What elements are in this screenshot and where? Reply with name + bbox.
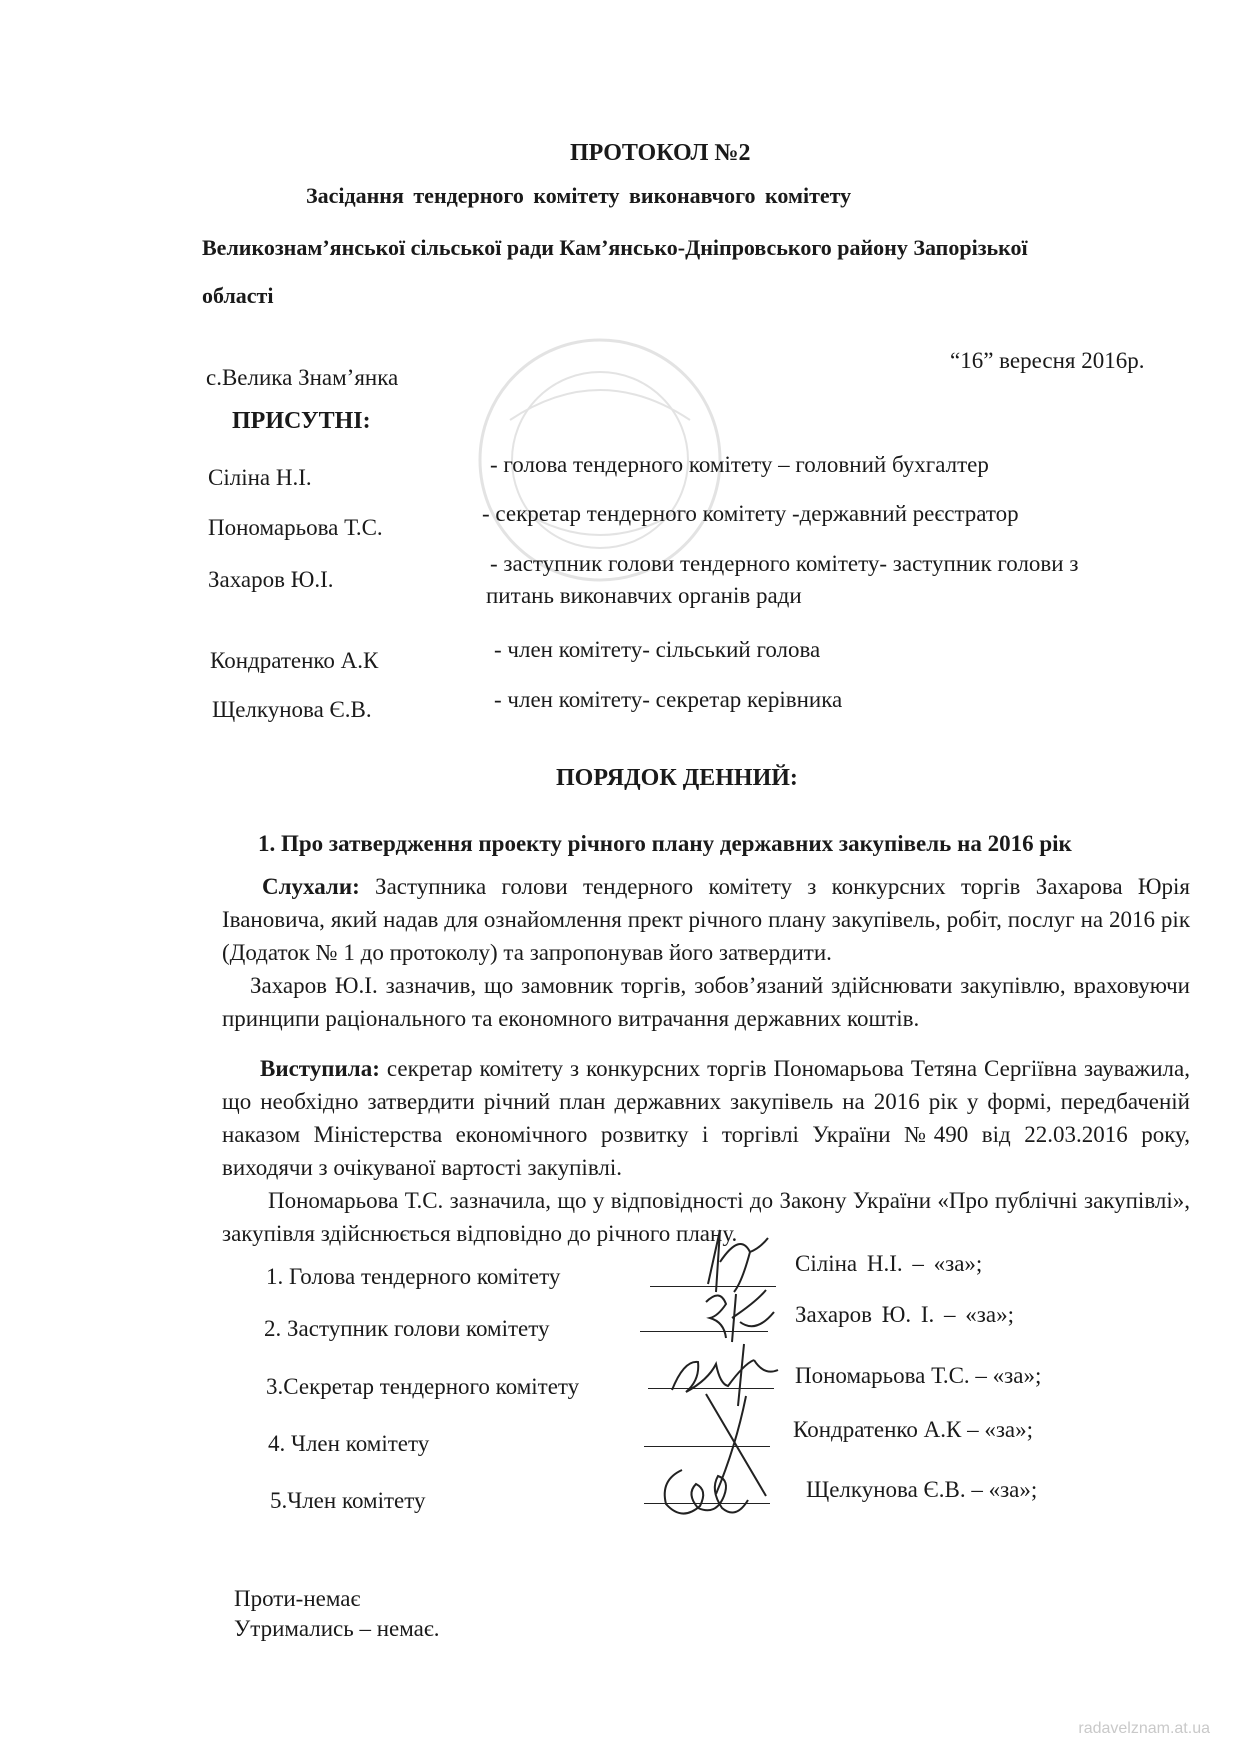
- vote-result: Пономарьова Т.С. – «за»;: [795, 1363, 1042, 1388]
- meeting-date: “16” вересня 2016р.: [950, 348, 1145, 373]
- member-role-continued: питань виконавчих органів ради: [486, 583, 802, 608]
- member-role: - член комітету- секретар керівника: [494, 687, 843, 712]
- member-name: Щелкунова Є.В.: [212, 697, 372, 722]
- subtitle-line-1: Засідання тендерного комітету виконавчого комітету: [306, 183, 852, 208]
- spoke-paragraph: [222, 1052, 1190, 1184]
- tally-abstained: Утримались – немає.: [234, 1616, 440, 1641]
- heard-paragraph-2: [222, 969, 1190, 1035]
- present-heading: ПРИСУТНІ:: [232, 408, 371, 434]
- spoke-label: Виступила:: [260, 1056, 380, 1081]
- heard-paragraph: [222, 870, 1190, 969]
- vote-position: 1. Голова тендерного комітету: [266, 1264, 561, 1289]
- heard-label: Слухали:: [262, 874, 360, 899]
- spoke-text: секретар комітету з конкурсних торгів Пономарьова Тетяна Сергіївна зауважила, що необхідно затвердити річний план державних закупівель на 2016 рік у формі, передбаченій наказом Міністерства економічного розвитку і торгівлі України №490 від 22.03.2016 року, виходячи з очікуваної вартості закупівлі.: [222, 1056, 1190, 1180]
- heard-text-2: Захаров Ю.І. зазначив, що замовник торгів, зобов’язаний здійснювати закупівлю, враховуючи принципи раціонального та економного витрачання державних коштів.: [222, 973, 1190, 1031]
- member-role: - член комітету- сільський голова: [494, 637, 821, 662]
- member-name: Пономарьова Т.С.: [208, 515, 383, 540]
- vote-result: Кондратенко А.К – «за»;: [793, 1417, 1034, 1442]
- subtitle-line-3: області: [202, 283, 274, 308]
- document-title: ПРОТОКОЛ №2: [570, 140, 751, 166]
- vote-position: 2. Заступник голови комітету: [264, 1316, 550, 1341]
- member-name: Сіліна Н.І.: [208, 465, 312, 490]
- site-watermark: radavelznam.at.ua: [1078, 1720, 1210, 1737]
- vote-position: 3.Секретар тендерного комітету: [266, 1374, 580, 1399]
- vote-position: 5.Член комітету: [270, 1488, 426, 1513]
- signature-shchelkunova: [652, 1450, 762, 1530]
- member-name: Захаров Ю.І.: [208, 567, 334, 592]
- member-role: - секретар тендерного комітету -державний реєстратор: [482, 501, 1019, 526]
- tally-against: Проти-немає: [234, 1586, 361, 1611]
- member-role: - голова тендерного комітету – головний бухгалтер: [490, 452, 989, 477]
- member-role: - заступник голови тендерного комітету- заступник голови з: [490, 551, 1079, 576]
- vote-result: Захаров Ю. І. – «за»;: [795, 1302, 1014, 1327]
- agenda-heading: ПОРЯДОК ДЕННИЙ:: [556, 765, 798, 791]
- vote-result: Сіліна Н.І. – «за»;: [795, 1251, 983, 1276]
- heard-text: Заступника голови тендерного комітету з конкурсних торгів Захарова Юрія Івановича, який надав для ознайомлення прект річного плану закупівель, робіт, послуг на 2016 рік (Додаток № 1 до протоколу) та запропонував його затвердити.: [222, 874, 1191, 965]
- vote-result: Щелкунова Є.В. – «за»;: [806, 1477, 1038, 1502]
- agenda-item-1: 1. Про затвердження проекту річного плану державних закупівель на 2016 рік: [258, 831, 1072, 856]
- member-name: Кондратенко А.К: [210, 648, 379, 673]
- vote-position: 4. Член комітету: [268, 1431, 430, 1456]
- spoke-text-2: Пономарьова Т.С. зазначила, що у відповідності до Закону України «Про публічні закупівлі», закупівля здійснюється відповідно до річного плану.: [222, 1188, 1190, 1246]
- subtitle-line-2: Великознам’янської сільської ради Кам’янсько-Дніпровського району Запорізької: [202, 235, 1028, 260]
- meeting-place: с.Велика Знам’янка: [206, 365, 399, 390]
